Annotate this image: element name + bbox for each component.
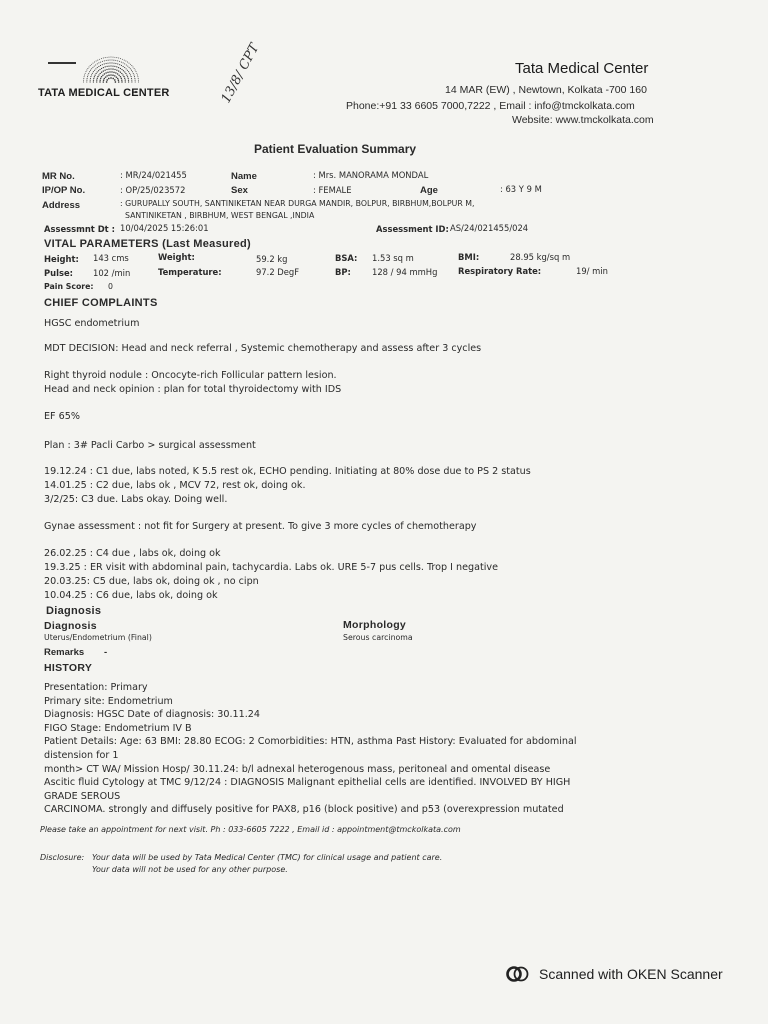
rr-value: 19/ min [576, 266, 608, 276]
pain-label: Pain Score: [44, 282, 94, 291]
bp-label: BP: [335, 267, 351, 277]
ipop-label: IP/OP No. [42, 185, 86, 196]
pain-value: 0 [108, 282, 113, 291]
remarks-label: Remarks [44, 647, 85, 658]
pen-mark [48, 62, 76, 64]
page-title: Patient Evaluation Summary [254, 142, 417, 156]
complaint-line: Right thyroid nodule : Oncocyte-rich Follicular pattern lesion. [44, 370, 337, 381]
age-label: Age [420, 185, 438, 196]
disclosure-label: Disclosure: [40, 853, 85, 862]
contact-line: Phone:+91 33 6605 7000,7222 , Email : info@tmckolkata.com [346, 100, 635, 112]
complaint-line: 14.01.25 : C2 due, labs ok , MCV 72, rest ok, doing ok. [44, 480, 306, 491]
vitals-heading: VITAL PARAMETERS (Last Measured) [44, 238, 252, 250]
disclosure-line-2: Your data will not be used for any other purpose. [92, 865, 288, 874]
history-line: FIGO Stage: Endometrium IV B [44, 723, 192, 734]
height-label: Height: [44, 254, 79, 264]
complaint-line: 20.03.25: C5 due, labs ok, doing ok , no cipn [44, 576, 259, 587]
complaint-line: Plan : 3# Pacli Carbo > surgical assessment [44, 440, 256, 451]
history-line: Presentation: Primary [44, 682, 148, 693]
complaint-line: MDT DECISION: Head and neck referral , Systemic chemotherapy and assess after 3 cycles [44, 343, 482, 354]
age-value: : 63 Y 9 M [500, 184, 542, 194]
diagnosis-col-value: Uterus/Endometrium (Final) [44, 633, 152, 642]
complaint-line: 19.12.24 : C1 due, labs noted, K 5.5 rest ok, ECHO pending. Initiating at 80% dose due to PS 2 status [44, 466, 531, 477]
history-line: Ascitic fluid Cytology at TMC 9/12/24 : DIAGNOSIS Malignant epithelial cells are identified. INVOLVED BY HIGH [44, 777, 571, 788]
ipop-value: : OP/25/023572 [120, 185, 186, 195]
morphology-value: Serous carcinoma [343, 633, 413, 642]
appointment-note: Please take an appointment for next visit. Ph : 033-6605 7222 , Email id : appointment@tmckolkata.com [40, 825, 461, 834]
assessment-dt-label: Assessmnt Dt : [44, 224, 115, 234]
website-line: Website: www.tmckolkata.com [512, 114, 654, 126]
history-line: Primary site: Endometrium [44, 696, 173, 707]
weight-label: Weight: [158, 252, 195, 262]
diagnosis-col-label: Diagnosis [44, 620, 97, 632]
handwritten-note: 13/8/ CPT [218, 41, 263, 106]
bmi-value: 28.95 kg/sq m [510, 252, 571, 262]
complaint-line: 19.3.25 : ER visit with abdominal pain, tachycardia. Labs ok. URE 5-7 pus cells. Trop I negative [44, 562, 498, 573]
complaint-line: Gynae assessment : not fit for Surgery at present. To give 3 more cycles of chemotherapy [44, 521, 477, 532]
weight-value: 59.2 kg [256, 254, 288, 264]
org-name: Tata Medical Center [515, 60, 649, 77]
pulse-value: 102 /min [93, 268, 131, 278]
history-line: month> CT WA/ Mission Hosp/ 30.11.24: b/l adnexal heterogenous mass, peritoneal and omental disease [44, 764, 551, 775]
address-label: Address [42, 200, 81, 211]
logo-text: TATA MEDICAL CENTER [38, 87, 170, 99]
morphology-label: Morphology [343, 619, 407, 631]
bsa-label: BSA: [335, 253, 358, 263]
sex-label: Sex [231, 185, 248, 196]
history-line: Diagnosis: HGSC Date of diagnosis: 30.11.24 [44, 709, 261, 720]
history-heading: HISTORY [44, 662, 93, 674]
complaint-line: HGSC endometrium [44, 318, 140, 329]
diagnosis-heading: Diagnosis [46, 605, 102, 617]
address-line: 14 MAR (EW) , Newtown, Kolkata -700 160 [445, 84, 647, 96]
complaint-line: 10.04.25 : C6 due, labs ok, doing ok [44, 590, 218, 601]
name-label: Name [231, 171, 257, 182]
assessment-id-value: AS/24/021455/024 [450, 223, 529, 233]
history-line: distension for 1 [44, 750, 119, 761]
mr-label: MR No. [42, 171, 75, 182]
temp-label: Temperature: [158, 267, 222, 277]
address-line-2: SANTINIKETAN , BIRBHUM, WEST BENGAL ,INDIA [125, 211, 315, 220]
rr-label: Respiratory Rate: [458, 266, 542, 276]
scanner-logo-icon [506, 966, 530, 982]
complaint-line: 26.02.25 : C4 due , labs ok, doing ok [44, 548, 221, 559]
disclosure-line-1: Your data will be used by Tata Medical Center (TMC) for clinical usage and patient care. [92, 853, 443, 862]
complaint-line: 3/2/25: C3 due. Labs okay. Doing well. [44, 494, 228, 505]
assessment-dt-value: 10/04/2025 15:26:01 [120, 223, 209, 233]
sex-value: : FEMALE [313, 185, 352, 195]
address-line-1: : GURUPALLY SOUTH, SANTINIKETAN NEAR DURGA MANDIR, BOLPUR, BIRBHUM,BOLPUR M, [120, 199, 475, 208]
bmi-label: BMI: [458, 252, 480, 262]
chief-complaints-heading: CHIEF COMPLAINTS [44, 297, 158, 309]
history-line: CARCINOMA. strongly and diffusely positive for PAX8, p16 (block positive) and p53 (overexpression mutated [44, 804, 564, 815]
scanner-text: Scanned with OKEN Scanner [539, 966, 723, 982]
remarks-value: - [104, 647, 108, 658]
temp-value: 97.2 DegF [256, 267, 300, 277]
mr-value: : MR/24/021455 [120, 170, 187, 180]
bp-value: 128 / 94 mmHg [372, 267, 438, 277]
history-line: Patient Details: Age: 63 BMI: 28.80 ECOG: 2 Comorbidities: HTN, asthma Past History: Evaluated for abdominal [44, 736, 577, 747]
bsa-value: 1.53 sq m [372, 253, 414, 263]
assessment-id-label: Assessment ID: [376, 224, 449, 234]
history-line: GRADE SEROUS [44, 791, 121, 802]
height-value: 143 cms [93, 253, 129, 263]
complaint-line: EF 65% [44, 411, 80, 422]
pulse-label: Pulse: [44, 268, 73, 278]
scanner-watermark [506, 966, 723, 982]
complaint-line: Head and neck opinion : plan for total thyroidectomy with IDS [44, 384, 342, 395]
name-value: : Mrs. MANORAMA MONDAL [313, 170, 429, 180]
